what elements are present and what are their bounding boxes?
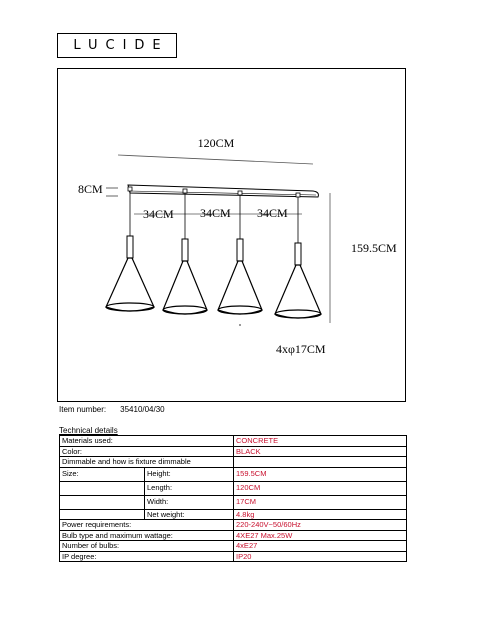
table-row xyxy=(60,541,407,552)
ip-label: IP degree: xyxy=(60,551,234,562)
pendant-1 xyxy=(106,187,154,311)
size-label: Size: xyxy=(60,467,145,481)
spacing-label-3: 34CM xyxy=(257,206,288,220)
table-row xyxy=(60,520,407,531)
power-value: 220-240V~50/60Hz xyxy=(234,520,407,531)
canopy-bar xyxy=(128,185,318,197)
dimmable-label: Dimmable and how is fixture dimmable xyxy=(60,457,234,468)
table-row xyxy=(60,530,407,541)
height-value: 159.5CM xyxy=(234,467,407,481)
item-number-label: Item number: xyxy=(59,405,107,414)
technical-drawing xyxy=(57,68,406,402)
width-value: 17CM xyxy=(234,495,407,509)
table-row xyxy=(60,551,407,562)
materials-label: Materials used: xyxy=(60,436,234,447)
num-bulbs-value: 4xE27 xyxy=(234,541,407,552)
bulb-value: 4XE27 Max.25W xyxy=(234,530,407,541)
table-row xyxy=(60,481,407,495)
brand-logo-text: LUCIDE xyxy=(73,38,169,53)
power-label: Power requirements: xyxy=(60,520,234,531)
spacing-label-2: 34CM xyxy=(200,206,231,220)
table-row xyxy=(60,457,407,468)
length-value: 120CM xyxy=(234,481,407,495)
pendant-drawing-svg xyxy=(58,69,407,403)
length-label: Length: xyxy=(145,481,234,495)
table-row xyxy=(60,495,407,509)
ip-value: IP20 xyxy=(234,551,407,562)
canopy-height-label: 8CM xyxy=(78,182,103,196)
item-number-value: 35410/04/30 xyxy=(120,405,165,414)
item-number-row xyxy=(59,405,165,414)
height-label: 159.5CM xyxy=(351,241,397,255)
height-label: Height: xyxy=(145,467,234,481)
dimmable-value xyxy=(234,457,407,468)
width-label: Width: xyxy=(145,495,234,509)
net-weight-label: Net weight: xyxy=(145,509,234,520)
color-value: BLACK xyxy=(234,446,407,457)
net-weight-value: 4.8kg xyxy=(234,509,407,520)
table-row xyxy=(60,446,407,457)
materials-value: CONCRETE xyxy=(234,436,407,447)
table-row xyxy=(60,436,407,447)
bulb-label: Bulb type and maximum wattage: xyxy=(60,530,234,541)
technical-details-title: Technical details xyxy=(59,426,118,435)
table-row xyxy=(60,509,407,520)
color-label: Color: xyxy=(60,446,234,457)
table-row xyxy=(60,467,407,481)
width-dimension-line xyxy=(118,155,313,164)
brand-logo xyxy=(57,33,177,58)
spacing-label-1: 34CM xyxy=(143,207,174,221)
shade-diameter-label: 4xφ17CM xyxy=(276,342,326,356)
width-label: 120CM xyxy=(197,136,235,150)
num-bulbs-label: Number of bulbs: xyxy=(60,541,234,552)
technical-details-table xyxy=(59,435,407,562)
